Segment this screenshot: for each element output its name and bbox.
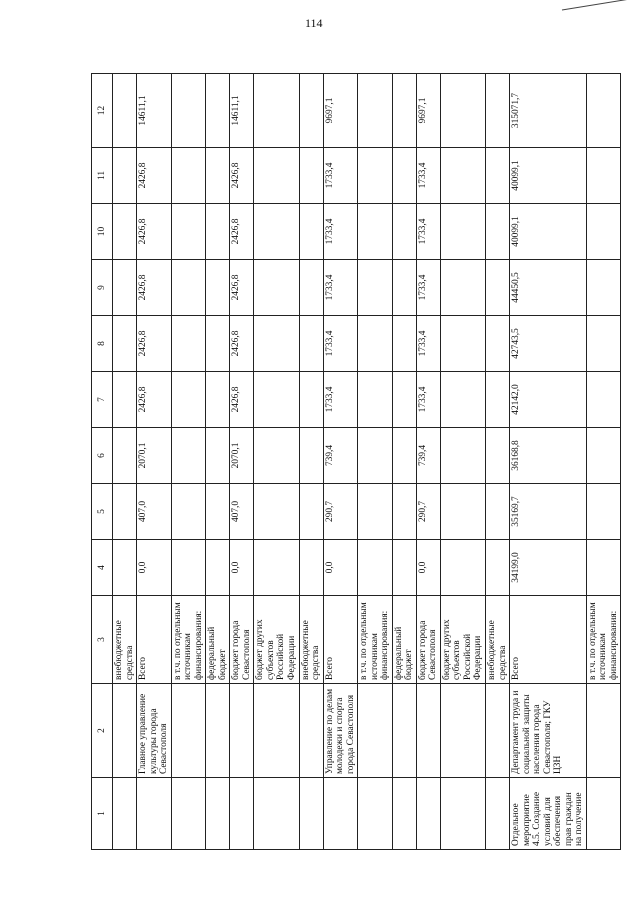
value-cell: 290,7	[323, 484, 358, 540]
value-cell	[113, 372, 137, 428]
scan-mark-decoration	[560, 0, 632, 12]
value-cell	[392, 428, 416, 484]
value-cell: 2426,8	[137, 148, 172, 204]
text-cell	[137, 778, 172, 850]
value-cell: 1733,4	[323, 316, 358, 372]
value-cell	[586, 428, 621, 484]
text-cell: Отдельное мероприятие 4.5. Создание условий для обеспечения прав граждан на получение	[510, 778, 587, 850]
value-cell	[486, 428, 510, 484]
text-cell: бюджет других субъектов Российской Федерации	[440, 596, 485, 684]
table-row	[510, 74, 587, 850]
value-cell: 2426,8	[230, 204, 254, 260]
value-cell	[254, 540, 299, 596]
value-cell: 42743,5	[510, 316, 587, 372]
column-number-9: 9	[92, 260, 113, 316]
value-cell: 1733,4	[323, 260, 358, 316]
text-cell	[230, 684, 254, 778]
value-cell	[392, 316, 416, 372]
value-cell	[206, 148, 230, 204]
value-cell: 0,0	[137, 540, 172, 596]
text-cell	[392, 684, 416, 778]
value-cell: 1733,4	[323, 372, 358, 428]
text-cell	[486, 778, 510, 850]
table-row	[586, 74, 621, 850]
column-number-7: 7	[92, 372, 113, 428]
value-cell	[586, 372, 621, 428]
table-row	[416, 74, 440, 850]
table-row	[254, 74, 299, 850]
text-cell: федеральный бюджет	[206, 596, 230, 684]
value-cell: 2070,1	[230, 428, 254, 484]
text-cell	[254, 778, 299, 850]
text-cell: Главное управление культуры города Севастополя	[137, 684, 172, 778]
value-cell	[299, 484, 323, 540]
value-cell: 34199,0	[510, 540, 587, 596]
value-cell: 40099,1	[510, 204, 587, 260]
value-cell	[392, 148, 416, 204]
text-cell	[171, 684, 206, 778]
text-cell: в т.ч. по отдельным источникам финансирования:	[171, 596, 206, 684]
value-cell: 1733,4	[416, 316, 440, 372]
text-cell: Департамент труда и социальной защиты населения города Севастополя; ГКУ ЦЗН	[510, 684, 587, 778]
value-cell	[254, 428, 299, 484]
value-cell	[358, 316, 393, 372]
table-row	[113, 74, 137, 850]
value-cell	[206, 428, 230, 484]
value-cell	[440, 148, 485, 204]
value-cell	[206, 260, 230, 316]
table-row	[206, 74, 230, 850]
text-cell: в т.ч. по отдельным источникам финансирования:	[586, 596, 621, 684]
value-cell: 2426,8	[230, 260, 254, 316]
table-row	[358, 74, 393, 850]
column-number-3: 3	[92, 596, 113, 684]
value-cell	[440, 484, 485, 540]
text-cell	[440, 778, 485, 850]
value-cell: 2426,8	[137, 204, 172, 260]
value-cell	[171, 148, 206, 204]
value-cell: 2070,1	[137, 428, 172, 484]
text-cell: бюджет других субъектов Российской Федерации	[254, 596, 299, 684]
value-cell: 2426,8	[230, 372, 254, 428]
value-cell	[486, 148, 510, 204]
value-cell: 739,4	[323, 428, 358, 484]
value-cell: 40099,1	[510, 148, 587, 204]
text-cell	[113, 684, 137, 778]
text-cell	[586, 684, 621, 778]
value-cell	[486, 204, 510, 260]
text-cell: бюджет города Севастополя	[230, 596, 254, 684]
column-number-row	[92, 74, 113, 850]
text-cell: Управление по делам молодежи и спорта города Севастополя	[323, 684, 358, 778]
value-cell	[392, 204, 416, 260]
value-cell: 739,4	[416, 428, 440, 484]
value-cell	[206, 204, 230, 260]
column-number-6: 6	[92, 428, 113, 484]
value-cell	[113, 260, 137, 316]
value-cell	[299, 540, 323, 596]
text-cell	[486, 684, 510, 778]
value-cell	[358, 204, 393, 260]
value-cell	[299, 372, 323, 428]
value-cell: 407,0	[230, 484, 254, 540]
text-cell	[358, 684, 393, 778]
value-cell: 1733,4	[416, 372, 440, 428]
value-cell: 14611,1	[137, 74, 172, 148]
text-cell	[171, 778, 206, 850]
budget-table	[91, 73, 621, 850]
value-cell	[113, 428, 137, 484]
value-cell	[206, 372, 230, 428]
column-number-2: 2	[92, 684, 113, 778]
column-number-8: 8	[92, 316, 113, 372]
value-cell	[358, 148, 393, 204]
value-cell	[113, 316, 137, 372]
value-cell: 0,0	[323, 540, 358, 596]
value-cell	[586, 540, 621, 596]
value-cell	[586, 316, 621, 372]
value-cell	[254, 74, 299, 148]
value-cell: 36168,8	[510, 428, 587, 484]
column-number-1: 1	[92, 778, 113, 850]
text-cell	[416, 778, 440, 850]
text-cell	[299, 684, 323, 778]
value-cell	[299, 74, 323, 148]
page-number: 114	[305, 16, 323, 30]
value-cell	[358, 540, 393, 596]
value-cell	[299, 148, 323, 204]
text-cell	[206, 684, 230, 778]
text-cell: федеральный бюджет	[392, 596, 416, 684]
text-cell	[586, 778, 621, 850]
value-cell	[486, 74, 510, 148]
rotated-table-container	[91, 74, 619, 850]
value-cell	[486, 372, 510, 428]
text-cell: внебюджетные средства	[486, 596, 510, 684]
column-number-10: 10	[92, 204, 113, 260]
column-number-11: 11	[92, 148, 113, 204]
value-cell	[254, 484, 299, 540]
text-cell	[392, 778, 416, 850]
value-cell	[392, 74, 416, 148]
text-cell: в т.ч. по отдельным источникам финансирования:	[358, 596, 393, 684]
value-cell	[586, 74, 621, 148]
value-cell: 0,0	[230, 540, 254, 596]
value-cell	[171, 484, 206, 540]
value-cell: 9697,1	[416, 74, 440, 148]
value-cell	[171, 316, 206, 372]
column-number-4: 4	[92, 540, 113, 596]
value-cell	[113, 148, 137, 204]
value-cell	[299, 204, 323, 260]
value-cell: 407,0	[137, 484, 172, 540]
table-row	[137, 74, 172, 850]
table-row	[440, 74, 485, 850]
value-cell	[392, 484, 416, 540]
value-cell	[171, 204, 206, 260]
value-cell: 1733,4	[323, 148, 358, 204]
value-cell	[586, 204, 621, 260]
text-cell	[358, 778, 393, 850]
value-cell	[358, 74, 393, 148]
value-cell	[486, 316, 510, 372]
table-row	[323, 74, 358, 850]
text-cell	[440, 684, 485, 778]
value-cell	[440, 74, 485, 148]
text-cell: Всего	[510, 596, 587, 684]
value-cell	[113, 484, 137, 540]
value-cell: 35169,7	[510, 484, 587, 540]
value-cell	[171, 372, 206, 428]
value-cell	[440, 316, 485, 372]
text-cell	[206, 778, 230, 850]
value-cell	[440, 372, 485, 428]
text-cell: Всего	[323, 596, 358, 684]
table-row	[486, 74, 510, 850]
value-cell	[358, 372, 393, 428]
value-cell	[254, 260, 299, 316]
value-cell	[113, 204, 137, 260]
text-cell	[230, 778, 254, 850]
value-cell	[113, 74, 137, 148]
value-cell	[206, 316, 230, 372]
table-row	[230, 74, 254, 850]
value-cell: 2426,8	[230, 148, 254, 204]
value-cell	[440, 428, 485, 484]
value-cell: 1733,4	[416, 260, 440, 316]
value-cell	[486, 484, 510, 540]
value-cell: 315071,7	[510, 74, 587, 148]
value-cell	[299, 260, 323, 316]
value-cell	[299, 428, 323, 484]
text-cell: Всего	[137, 596, 172, 684]
value-cell	[440, 204, 485, 260]
column-number-5: 5	[92, 484, 113, 540]
value-cell	[171, 428, 206, 484]
table-row	[171, 74, 206, 850]
text-cell: внебюджетные средства	[299, 596, 323, 684]
value-cell	[586, 260, 621, 316]
value-cell: 1733,4	[323, 204, 358, 260]
text-cell: внебюджетные средства	[113, 596, 137, 684]
value-cell	[171, 260, 206, 316]
text-cell	[323, 778, 358, 850]
table-row	[299, 74, 323, 850]
value-cell: 0,0	[416, 540, 440, 596]
table-row	[392, 74, 416, 850]
value-cell	[254, 372, 299, 428]
value-cell	[206, 484, 230, 540]
value-cell: 2426,8	[137, 260, 172, 316]
value-cell	[254, 204, 299, 260]
value-cell	[392, 260, 416, 316]
value-cell	[299, 316, 323, 372]
value-cell: 14611,1	[230, 74, 254, 148]
value-cell	[113, 540, 137, 596]
text-cell	[113, 778, 137, 850]
value-cell: 2426,8	[137, 316, 172, 372]
value-cell	[440, 260, 485, 316]
text-cell	[299, 778, 323, 850]
value-cell	[392, 540, 416, 596]
value-cell	[440, 540, 485, 596]
value-cell: 1733,4	[416, 148, 440, 204]
value-cell	[358, 260, 393, 316]
value-cell: 42142,0	[510, 372, 587, 428]
value-cell	[392, 372, 416, 428]
column-number-12: 12	[92, 74, 113, 148]
value-cell	[171, 74, 206, 148]
value-cell	[358, 428, 393, 484]
value-cell	[171, 540, 206, 596]
text-cell: бюджет города Севастополя	[416, 596, 440, 684]
value-cell: 44450,5	[510, 260, 587, 316]
value-cell	[486, 540, 510, 596]
value-cell	[254, 148, 299, 204]
value-cell	[586, 484, 621, 540]
value-cell	[254, 316, 299, 372]
value-cell	[206, 74, 230, 148]
value-cell: 290,7	[416, 484, 440, 540]
value-cell	[486, 260, 510, 316]
value-cell: 2426,8	[230, 316, 254, 372]
text-cell	[416, 684, 440, 778]
value-cell: 1733,4	[416, 204, 440, 260]
value-cell	[206, 540, 230, 596]
text-cell	[254, 684, 299, 778]
value-cell: 9697,1	[323, 74, 358, 148]
value-cell	[586, 148, 621, 204]
value-cell	[358, 484, 393, 540]
value-cell: 2426,8	[137, 372, 172, 428]
